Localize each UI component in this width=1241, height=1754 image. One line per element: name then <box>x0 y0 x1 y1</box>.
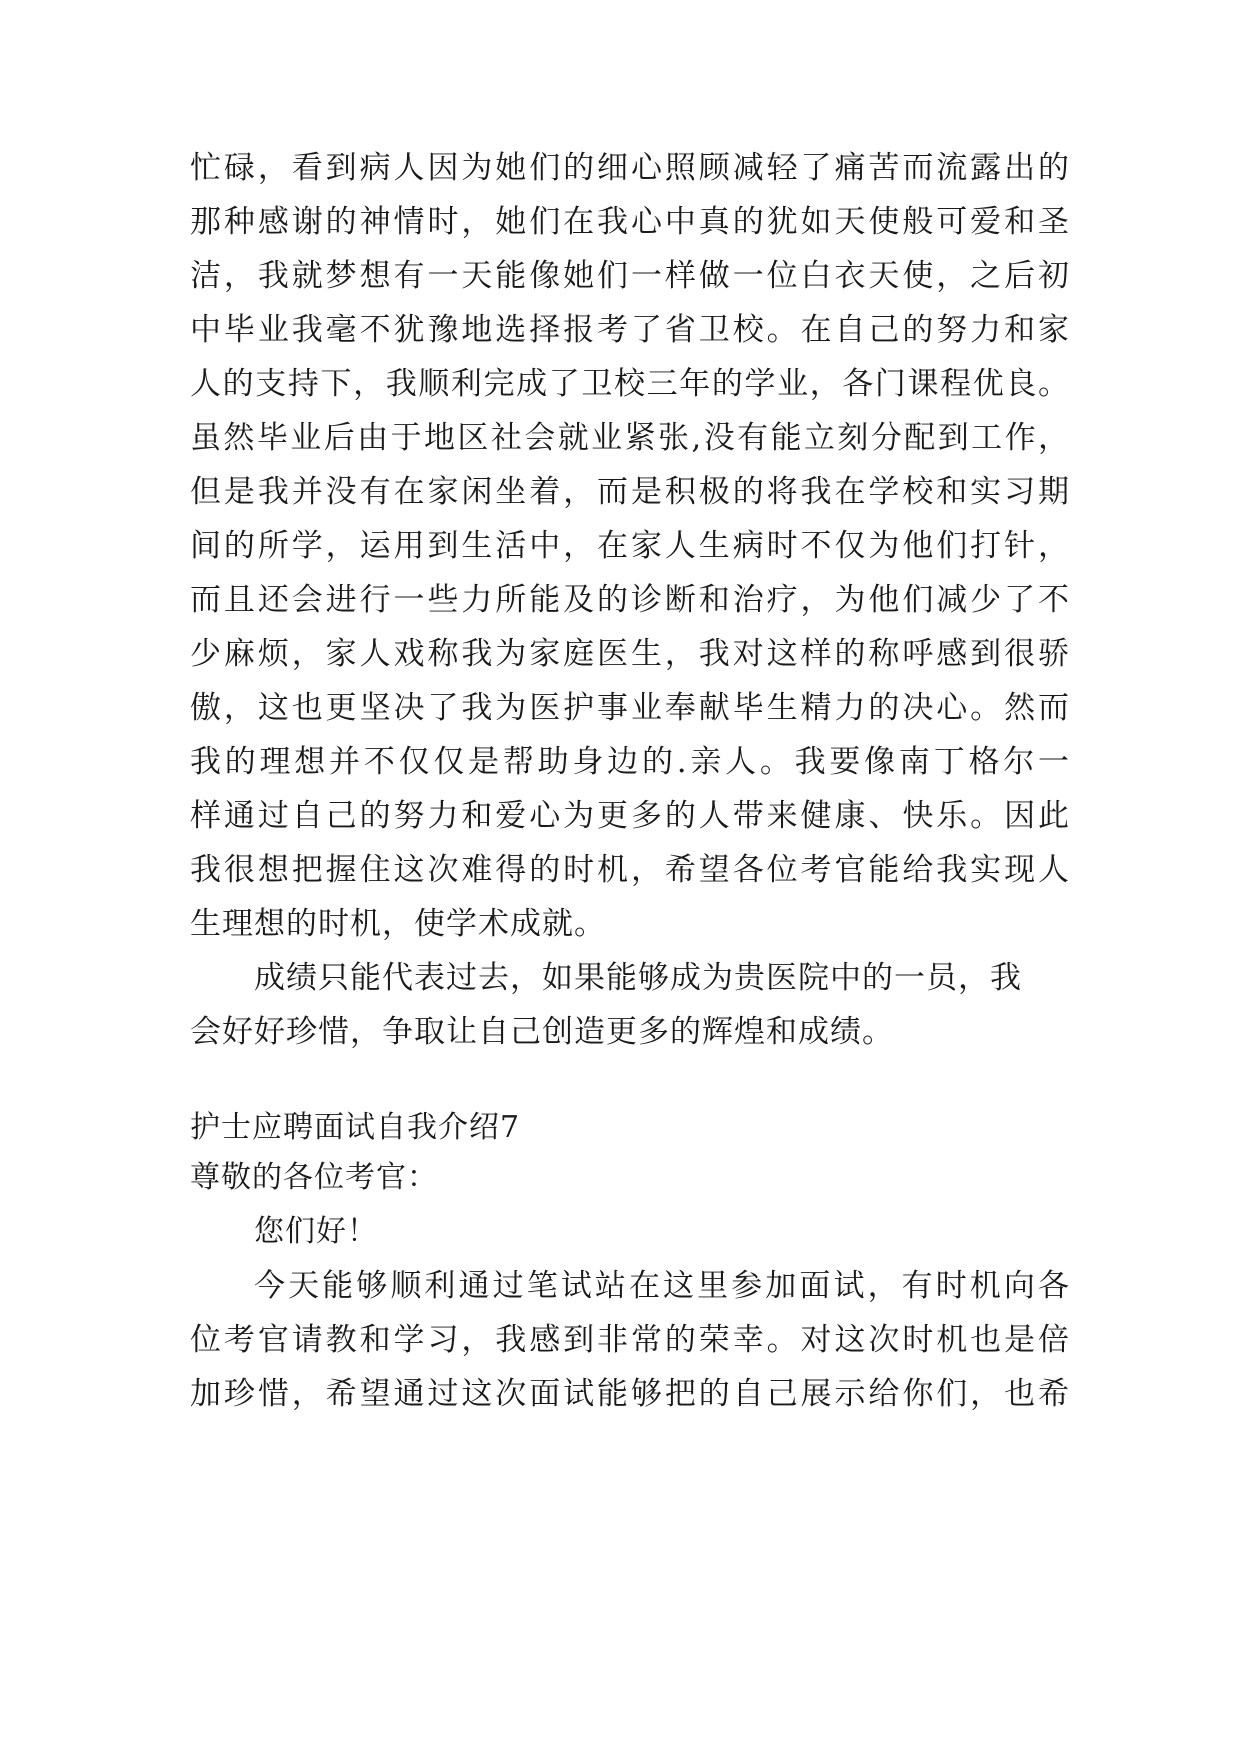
body-line: 傲，这也更坚决了我为医护事业奉献毕生精力的决心。然而 <box>190 690 1070 726</box>
body-line: 今天能够顺利通过笔试站在这里参加面试，有时机向各 <box>254 1268 1070 1304</box>
body-line: 加珍惜，希望通过这次面试能够把的自己展示给你们，也希 <box>190 1376 1070 1412</box>
body-line: 忙碌，看到病人因为她们的细心照顾减轻了痛苦而流露出的 <box>190 150 1070 186</box>
body-line: 我的理想并不仅仅是帮助身边的.亲人。我要像南丁格尔一 <box>190 744 1070 780</box>
section-title: 护士应聘面试自我介绍7 <box>190 1110 521 1145</box>
body-line: 位考官请教和学习，我感到非常的荣幸。对这次时机也是倍 <box>190 1322 1070 1358</box>
salutation: 尊敬的各位考官： <box>190 1160 438 1195</box>
body-line: 样通过自己的努力和爱心为更多的人带来健康、快乐。因此 <box>190 798 1070 834</box>
body-line: 洁，我就梦想有一天能像她们一样做一位白衣天使，之后初 <box>190 258 1070 294</box>
body-line: 那种感谢的神情时，她们在我心中真的犹如天使般可爱和圣 <box>190 204 1070 240</box>
body-line: 生理想的时机，使学术成就。 <box>190 906 606 942</box>
body-line: 我很想把握住这次难得的时机，希望各位考官能给我实现人 <box>190 852 1070 888</box>
body-line: 而且还会进行一些力所能及的诊断和治疗，为他们减少了不 <box>190 582 1070 618</box>
body-line: 虽然毕业后由于地区社会就业紧张,没有能立刻分配到工作， <box>190 420 1070 456</box>
body-line: 成绩只能代表过去，如果能够成为贵医院中的一员，我 <box>254 960 1022 996</box>
greeting: 您们好！ <box>254 1214 378 1249</box>
body-line: 但是我并没有在家闲坐着，而是积极的将我在学校和实习期 <box>190 474 1070 510</box>
body-line: 会好好珍惜，争取让自己创造更多的辉煌和成绩。 <box>190 1014 894 1050</box>
body-line: 少麻烦，家人戏称我为家庭医生，我对这样的称呼感到很骄 <box>190 636 1070 672</box>
body-line: 人的支持下，我顺利完成了卫校三年的学业，各门课程优良。 <box>190 366 1070 402</box>
body-line: 中毕业我毫不犹豫地选择报考了省卫校。在自己的努力和家 <box>190 312 1070 348</box>
body-line: 间的所学，运用到生活中，在家人生病时不仅为他们打针， <box>190 528 1070 564</box>
